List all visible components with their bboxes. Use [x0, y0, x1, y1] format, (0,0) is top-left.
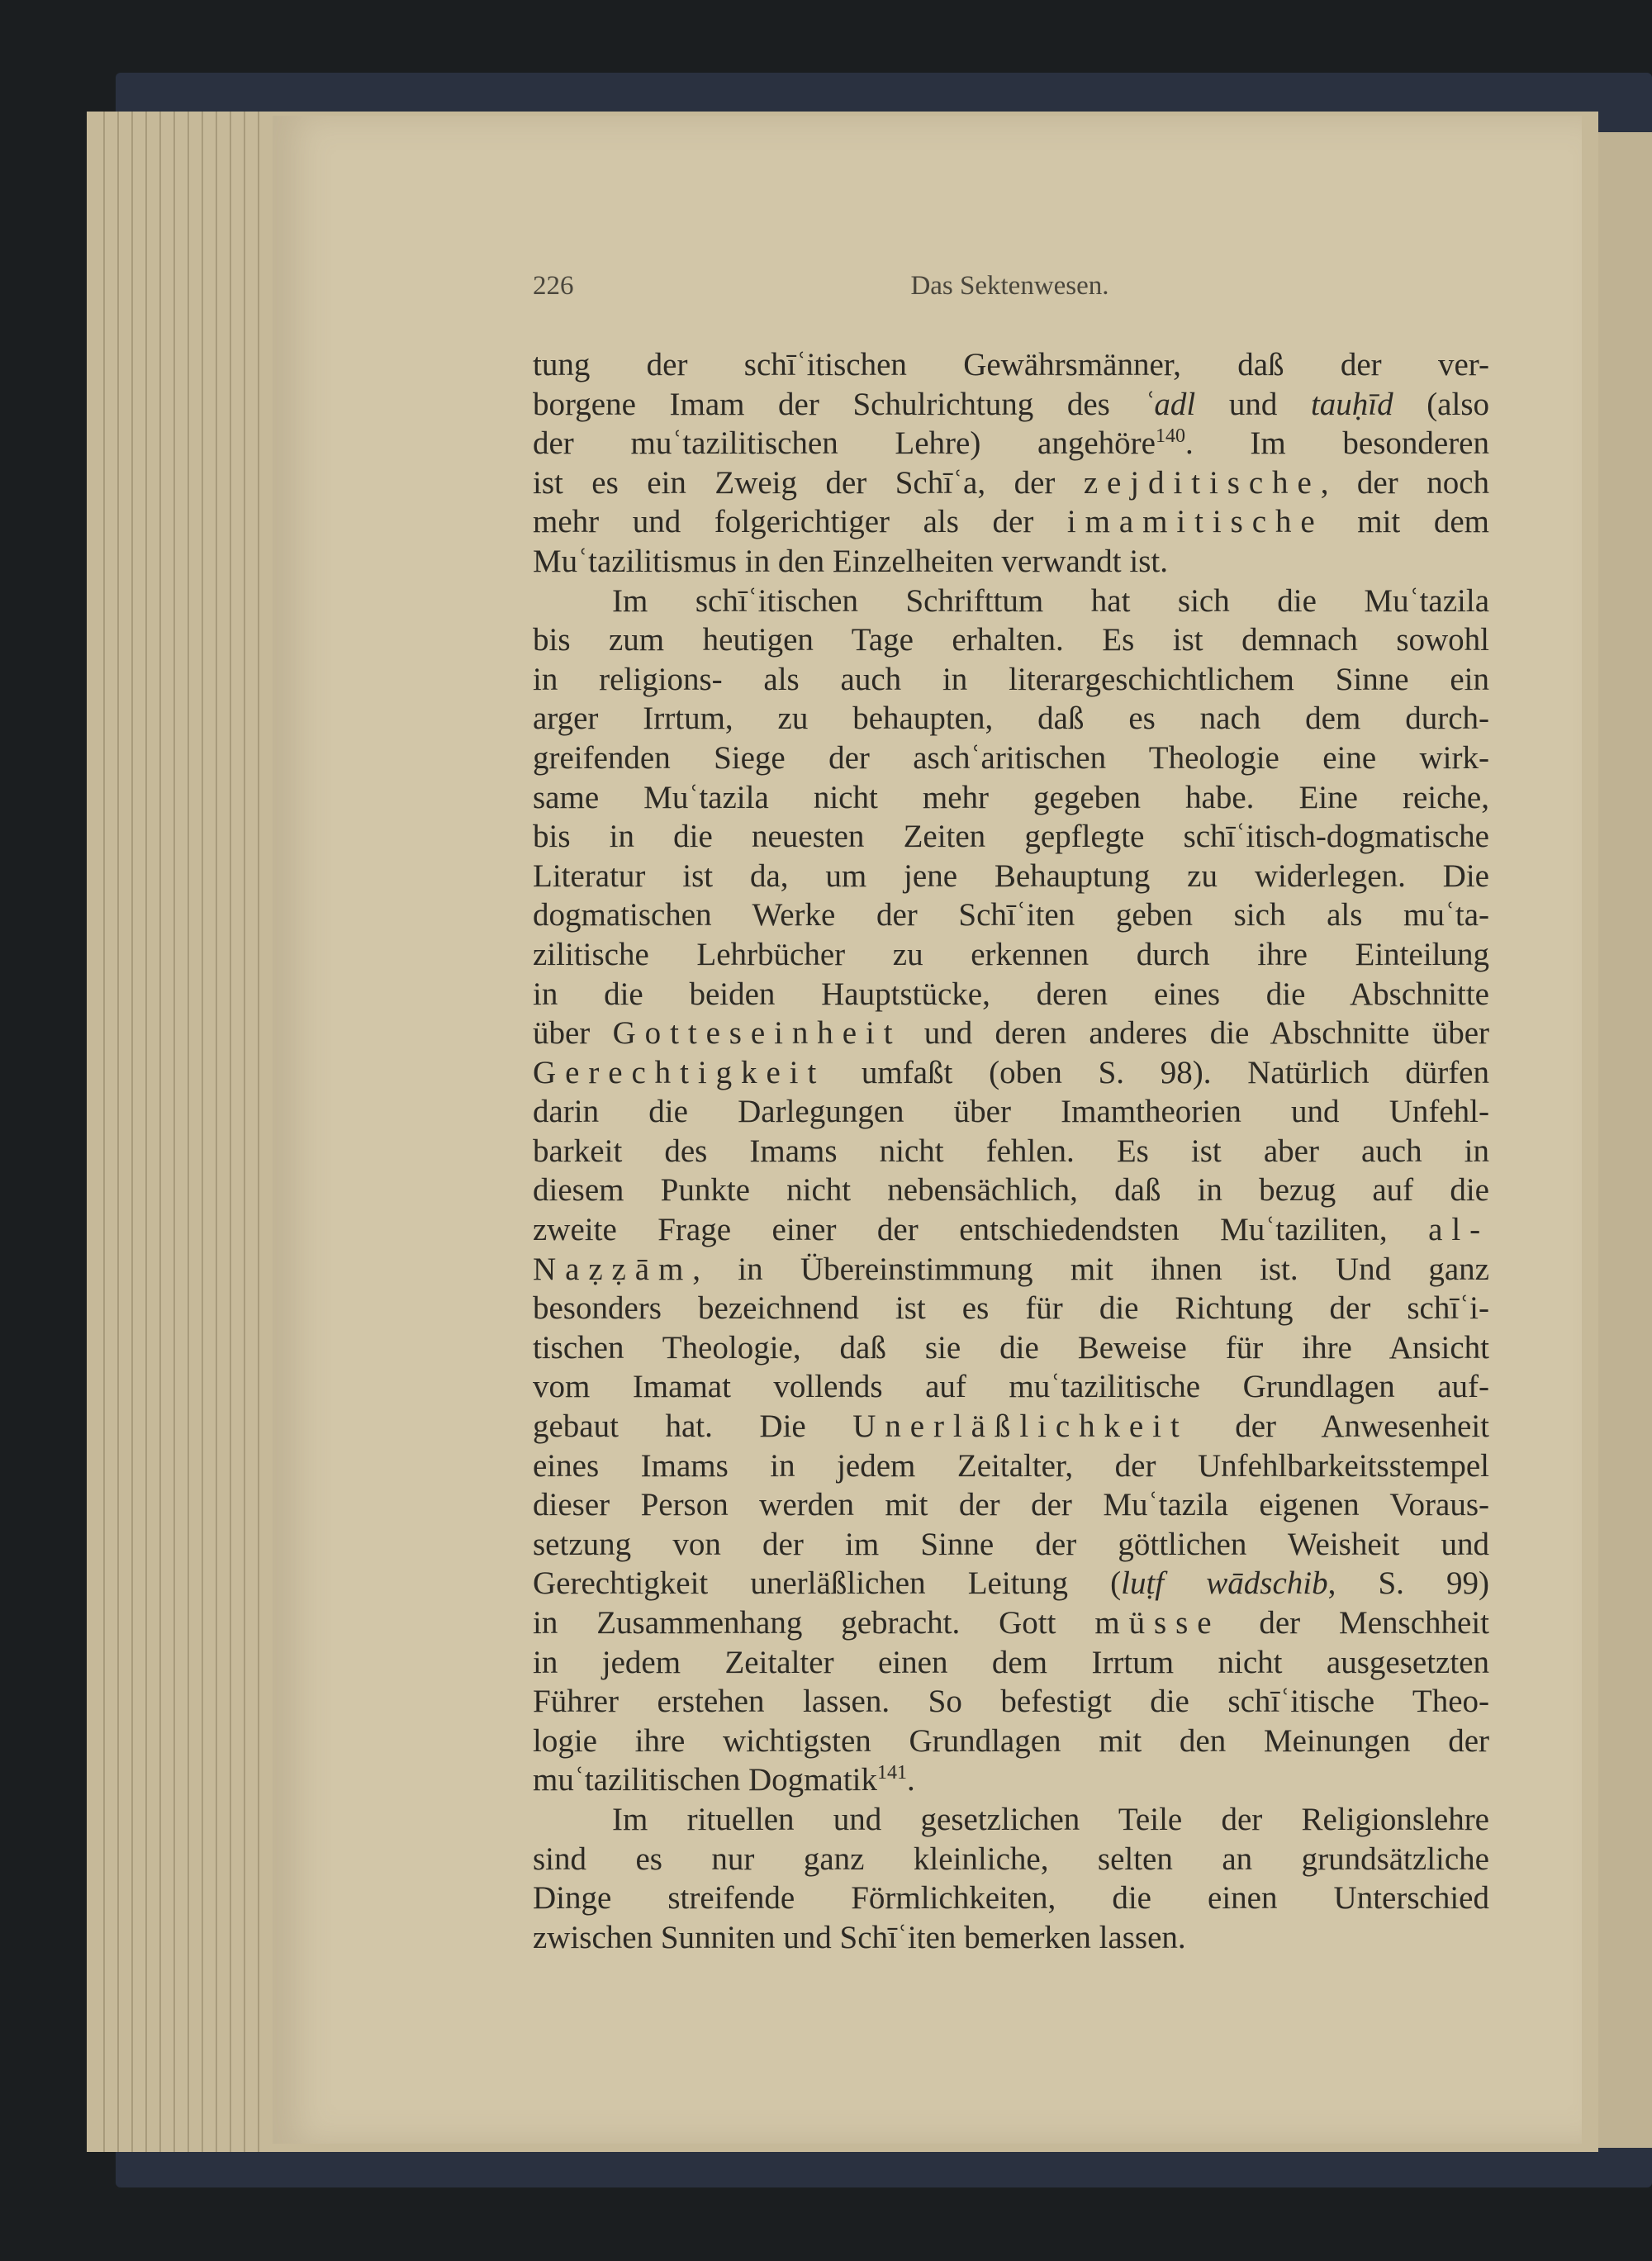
- spaced-emphasis: Naẓẓām: [533, 1251, 693, 1287]
- text-line: [533, 345, 1489, 385]
- text-line: [533, 1328, 1489, 1368]
- text-segment: zwischen Sunniten und Schīʿiten bemerken lassen.: [533, 1919, 1186, 1955]
- text-line: [533, 1289, 1489, 1328]
- text-line: [533, 1682, 1489, 1722]
- text-line: [533, 620, 1489, 660]
- text-segment: borgene Imam der Schulrichtung des: [533, 386, 1144, 422]
- text-line: [533, 660, 1489, 700]
- text-line: [533, 1525, 1489, 1565]
- text-segment: in Zusammenhang gebracht. Gott: [533, 1605, 1095, 1641]
- text-segment: mit dem: [1323, 504, 1489, 540]
- text-line: [533, 935, 1489, 975]
- text-segment: der muʿtazilitischen Lehre) angehöre: [533, 425, 1156, 462]
- spaced-emphasis: Unerläßlichkeit: [852, 1408, 1189, 1445]
- page-edge-line: [216, 112, 217, 2152]
- text-line: [533, 1053, 1489, 1093]
- page-edge-line: [202, 112, 203, 2152]
- text-segment: eines Imams in jedem Zeitalter, der Unfehlbarkeitsstempel: [533, 1447, 1489, 1484]
- text-line: [533, 1092, 1489, 1132]
- page-edge-line: [145, 112, 147, 2152]
- page-edge-line: [103, 112, 105, 2152]
- text-line: [533, 1014, 1489, 1053]
- text-line: [533, 739, 1489, 778]
- text-line: [533, 1210, 1489, 1250]
- text-segment: ist es ein Zweig der Schīʿa, der: [533, 464, 1084, 501]
- page-edge-line: [131, 112, 133, 2152]
- text-line: [533, 817, 1489, 857]
- text-segment: darin die Darlegungen über Imamtheorien und Unfehl-: [533, 1094, 1489, 1130]
- text-segment: vom Imamat vollends auf muʿtazilitische Grundlagen auf-: [533, 1369, 1489, 1405]
- text-line: [533, 1171, 1489, 1210]
- text-segment: Muʿtazilitismus in den Einzelheiten verwandt ist.: [533, 543, 1168, 579]
- text-line: [533, 1722, 1489, 1761]
- text-line: [533, 463, 1489, 503]
- running-header: [533, 271, 1487, 312]
- text-segment: dieser Person werden mit der der Muʿtazila eigenen Voraus-: [533, 1487, 1489, 1523]
- text-line: [533, 385, 1489, 425]
- text-line: [533, 1603, 1489, 1643]
- text-segment: zilitische Lehrbücher zu erkennen durch ihre Einteilung: [533, 936, 1489, 972]
- text-segment: logie ihre wichtigsten Grundlagen mit den Meinungen der: [533, 1722, 1489, 1759]
- text-line: [533, 1879, 1489, 1918]
- text-segment: Im schīʿitischen Schrifttum hat sich die Muʿtazila: [612, 582, 1489, 619]
- text-segment: Dinge streifende Förmlichkeiten, die einen Unterschied: [533, 1880, 1489, 1917]
- running-title: Das Sektenwesen.: [910, 271, 1109, 301]
- text-segment: der Anwesenheit: [1188, 1408, 1489, 1445]
- page-edge-line: [188, 112, 189, 2152]
- page-edge-line: [230, 112, 231, 2152]
- text-line: [533, 502, 1489, 542]
- text-segment: tischen Theologie, daß sie die Beweise für ihre Ansicht: [533, 1329, 1489, 1366]
- text-segment: mehr und folgerichtiger als der: [533, 504, 1067, 540]
- text-line: [533, 1760, 1489, 1800]
- text-line: [533, 975, 1489, 1014]
- page-number: 226: [533, 271, 574, 301]
- text-segment: greifenden Siege der aschʿaritischen Theologie eine wirk-: [533, 739, 1489, 776]
- text-segment: barkeit des Imams nicht fehlen. Es ist aber auch in: [533, 1133, 1489, 1169]
- italic-term: ʿadl: [1143, 386, 1196, 422]
- body-text: [533, 345, 1489, 1957]
- text-line: [533, 1446, 1489, 1486]
- text-segment: der Menschheit: [1220, 1605, 1489, 1641]
- text-segment: umfaßt (oben S. 98). Natürlich dürfen: [825, 1054, 1489, 1090]
- text-line: [533, 1840, 1489, 1879]
- text-line: [533, 1800, 1489, 1840]
- text-segment: besonders bezeichnend ist es für die Richtung der schīʿi-: [533, 1290, 1489, 1327]
- spaced-emphasis: imamitische: [1066, 504, 1324, 540]
- text-line: [533, 1132, 1489, 1171]
- text-line: [533, 542, 1489, 582]
- spaced-emphasis: Gerechtigkeit: [533, 1054, 826, 1090]
- page-edge-line: [159, 112, 161, 2152]
- text-segment: bis zum heutigen Tage erhalten. Es ist demnach sowohl: [533, 622, 1489, 658]
- text-segment: diesem Punkte nicht nebensächlich, daß in bezug auf die: [533, 1172, 1489, 1209]
- text-segment: sind es nur ganz kleinliche, selten an grundsätzliche: [533, 1841, 1489, 1877]
- text-segment: (also: [1393, 386, 1489, 422]
- text-segment: .: [906, 1762, 915, 1798]
- text-segment: same Muʿtazila nicht mehr gegeben habe. Eine reiche,: [533, 779, 1489, 815]
- page-edge-line: [117, 112, 119, 2152]
- text-line: [533, 1407, 1489, 1446]
- text-segment: muʿtazilitischen Dogmatik: [533, 1762, 877, 1798]
- text-segment: bis in die neuesten Zeiten gepflegte schīʿitisch-dogmatische: [533, 819, 1489, 855]
- text-line: [533, 699, 1489, 739]
- text-line: [533, 1564, 1489, 1603]
- page-edge-line: [258, 112, 259, 2152]
- text-segment: in die beiden Hauptstücke, deren eines die Abschnitte: [533, 976, 1489, 1012]
- page-edge-line: [173, 112, 175, 2152]
- spaced-emphasis: zejditische: [1083, 464, 1321, 501]
- text-segment: Literatur ist da, um jene Behauptung zu widerlegen. Die: [533, 857, 1489, 894]
- spaced-emphasis: Gotteseinheit: [612, 1015, 902, 1052]
- text-line: [533, 895, 1489, 935]
- text-segment: in jedem Zeitalter einen dem Irrtum nicht ausgesetzten: [533, 1644, 1489, 1680]
- text-segment: über: [533, 1015, 613, 1052]
- text-line: [533, 582, 1489, 621]
- text-segment: in religions- als auch in literargeschichtlichem Sinne ein: [533, 661, 1489, 697]
- text-segment: , in Übereinstimmung mit ihnen ist. Und ganz: [692, 1251, 1489, 1287]
- text-segment: Gerechtigkeit unerläßlichen Leitung (: [533, 1565, 1122, 1602]
- text-segment: gebaut hat. Die: [533, 1408, 853, 1445]
- text-segment: Im rituellen und gesetzlichen Teile der Religionslehre: [612, 1801, 1489, 1837]
- footnote-marker: 141: [876, 1762, 907, 1784]
- text-segment: und deren anderes die Abschnitte über: [901, 1015, 1489, 1052]
- text-segment: und: [1195, 386, 1311, 422]
- text-segment: tung der schīʿitischen Gewährsmänner, daß der ver-: [533, 347, 1489, 382]
- italic-term: tauḥīd: [1310, 386, 1393, 422]
- italic-term: luṭf wādschib: [1121, 1565, 1328, 1602]
- text-line: [533, 424, 1489, 463]
- text-line: [533, 1367, 1489, 1407]
- text-line: [533, 857, 1489, 896]
- text-segment: dogmatischen Werke der Schīʿiten geben sich als muʿta-: [533, 897, 1489, 933]
- text-segment: arger Irrtum, zu behaupten, daß es nach dem durch-: [533, 701, 1489, 737]
- text-segment: zweite Frage einer der entschiedendsten Muʿtaziliten,: [533, 1212, 1429, 1248]
- text-line: [533, 1643, 1489, 1683]
- text-segment: , S. 99): [1327, 1565, 1489, 1602]
- text-line: [533, 778, 1489, 818]
- text-segment: , der noch: [1320, 464, 1489, 501]
- text-line: [533, 1485, 1489, 1525]
- spaced-emphasis: müsse: [1094, 1605, 1221, 1641]
- text-segment: . Im besonderen: [1184, 425, 1489, 462]
- page-edge-line: [244, 112, 245, 2152]
- spaced-emphasis: al-: [1428, 1212, 1489, 1248]
- text-segment: Führer erstehen lassen. So befestigt die schīʿitische Theo-: [533, 1684, 1489, 1720]
- footnote-marker: 140: [1155, 425, 1185, 448]
- text-line: [533, 1918, 1489, 1958]
- text-segment: setzung von der im Sinne der göttlichen Weisheit und: [533, 1526, 1489, 1562]
- text-line: [533, 1250, 1489, 1290]
